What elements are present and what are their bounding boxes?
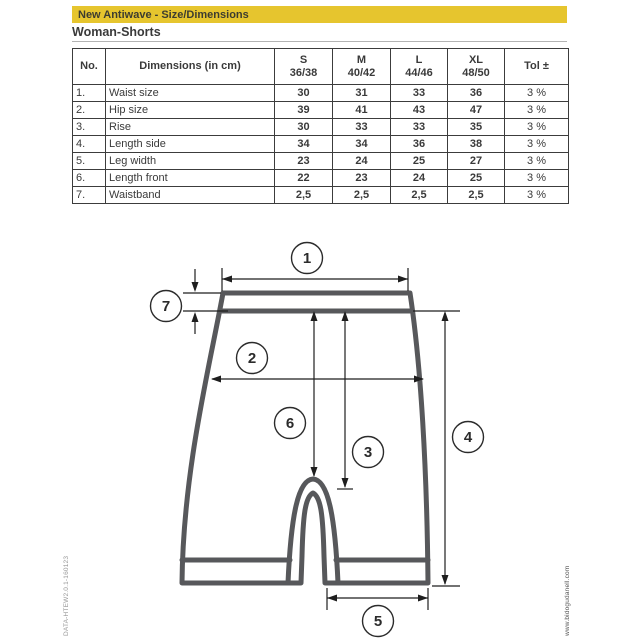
col-header-size-xl: XL 48/50 [448,49,505,85]
col-header-size-m: M 40/42 [333,49,391,85]
col-header-no: No. [73,49,106,85]
callout-circle-3 [353,437,384,468]
dimension-label: Leg width [106,153,275,170]
callout-circle-1 [292,243,323,274]
callout-circle-4 [453,422,484,453]
col-header-size-l: L 44/46 [391,49,448,85]
svg-text:1: 1 [302,250,312,267]
dimension-label: Length side [106,136,275,153]
svg-text:5: 5 [373,613,383,630]
table-row: 2. Hip size 39 41 43 47 3 % [73,102,569,119]
document-reference-code: DATA-HTEW2.0.1-160123 [63,555,70,636]
dimension-3-rise [337,313,353,489]
col-header-tolerance: Tol ± [505,49,569,85]
table-row: 4. Length side 34 34 36 38 3 % [73,136,569,153]
dimension-label: Waist size [106,85,275,102]
table-row: 7. Waistband 2,5 2,5 2,5 2,5 3 % [73,187,569,204]
col-header-size-s: S 36/38 [275,49,333,85]
table-row: 6. Length front 22 23 24 25 3 % [73,170,569,187]
table-row: 1. Waist size 30 31 33 36 3 % [73,85,569,102]
callout-circle-6 [275,408,306,439]
table-row: 3. Rise 30 33 33 35 3 % [73,119,569,136]
shorts-outline [182,293,428,583]
dimension-label: Waistband [106,187,275,204]
callout-circle-2 [237,343,268,374]
website-url-text: www.bidogudanell.com [564,565,571,636]
svg-text:3: 3 [363,444,373,461]
callout-circle-7 [151,291,182,322]
banner-title: New Antiwave - Size/Dimensions [78,9,249,21]
table-row: 5. Leg width 23 24 25 27 3 % [73,153,569,170]
svg-text:6: 6 [285,415,295,432]
svg-text:7: 7 [161,298,171,315]
svg-text:4: 4 [463,429,473,446]
col-header-dimensions: Dimensions (in cm) [106,49,275,85]
svg-text:2: 2 [247,350,257,367]
dimension-arrowheads [192,276,449,602]
dimension-label: Hip size [106,102,275,119]
callout-circle-5 [363,606,394,637]
dimension-label: Length front [106,170,275,187]
dimension-4-length-side [413,311,460,586]
dimension-label: Rise [106,119,275,136]
page-title: Woman-Shorts [72,25,161,39]
